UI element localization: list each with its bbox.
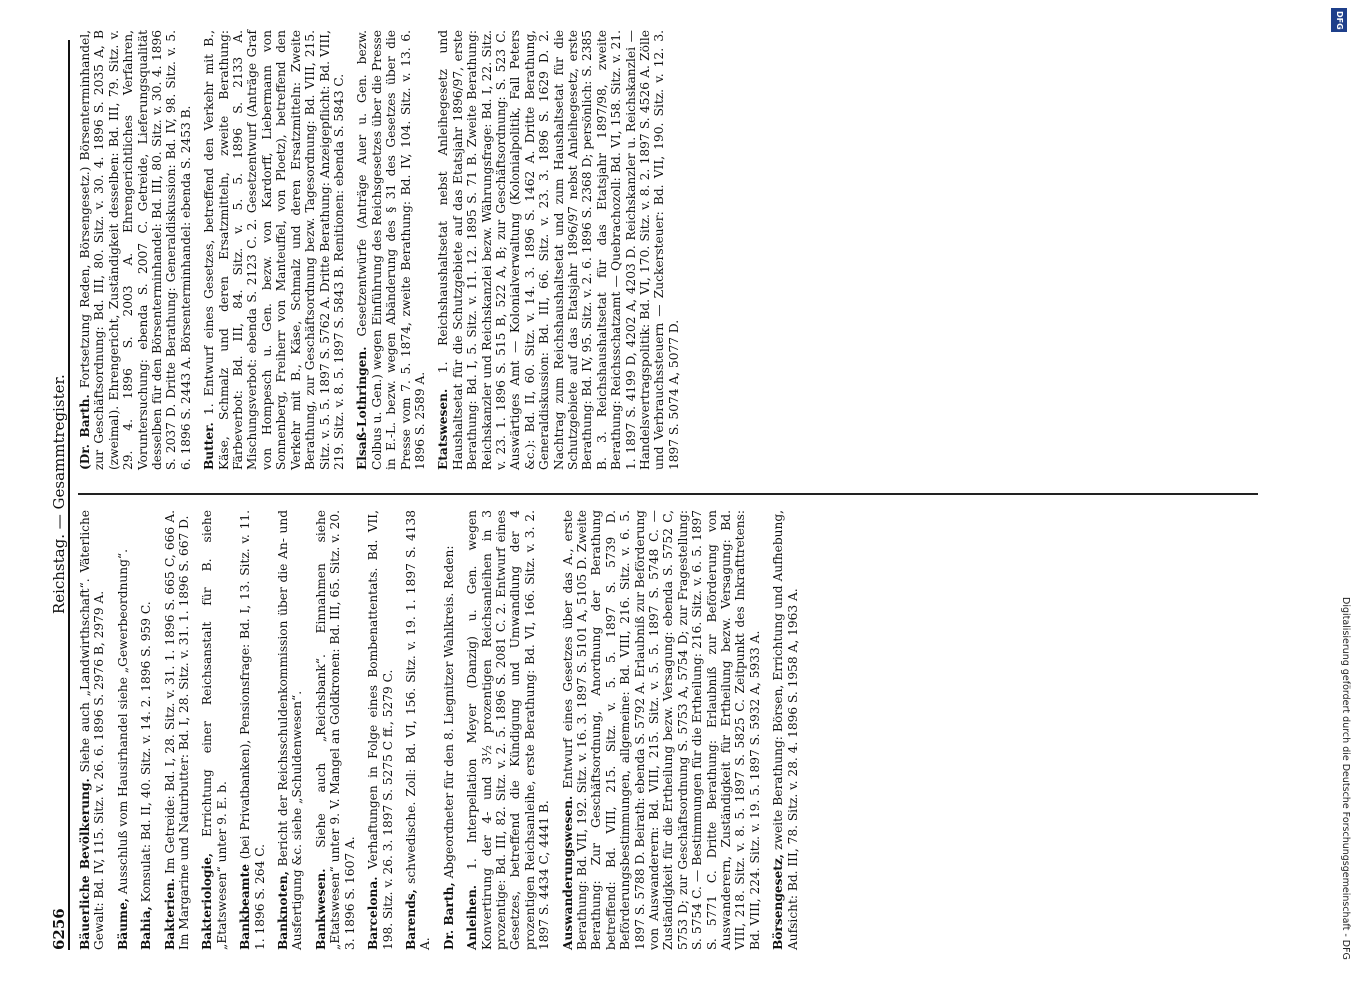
digitization-credit: Digitalisierung gefördert durch die Deutsche Forschungsgemeinschaft - DFG [1340, 597, 1351, 960]
register-entry [202, 30, 346, 470]
entry-keyword: Bäume, [115, 898, 130, 950]
register-entry [366, 510, 395, 950]
entry-keyword: Dr. Barth, [441, 882, 456, 950]
entry-keyword: Elsaß-Lothringen. [355, 346, 370, 470]
entry-text: Konsulat: Bd. II, 40. Sitz. v. 14. 2. 1896 S. 959 C. [139, 601, 154, 903]
right-column [78, 30, 690, 470]
entry-keyword: Börsengesetz, [771, 853, 786, 950]
entry-keyword: Etatswesen. [436, 388, 451, 470]
entry-keyword: Bakterien. [162, 878, 177, 950]
register-entry [771, 510, 800, 950]
entry-text: Im Getreide: Bd. I, 28. Sitz. v. 31. 1. 1896 S. 665 C, 666 A. Im Margarine und Naturbutter: Bd. I, 28. Sitz. v. 31. 1. 1896 S. 667 D. [162, 510, 192, 950]
entry-text: Entwurf eines Gesetzes über das A., erste Berathung: Bd. VII, 192. Sitz. v. 16. 3. 1897 S. 5101 A, 5105 D. Zweite Berathung: Zur Geschäftsordnung, Anordnung der Berathung betreffend: Bd. VIII, 215. Sitz. v. 5. 5. 1897 S. 5739 D. Beförderungsbestimmungen, allgemeine: Bd. VIII, 216. Sitz. v. 6. 5. 1897 S. 5788 D. Beirath: ebenda S. 5792 A. Erlaubniß zur Beförderung von Auswanderern: Bd. VIII, 215. Sitz. v. 5. 5. 1897 S. 5748 C. — Zuständigkeit für die Ertheilung bezw. Versagung: ebenda S. 5752 C, 5753 D; zur Geschäftsordnung S. 5753 A, 5754 D; zur Fragestellung: S. 5754 C. — Bestimmungen für die Ertheilung: 216. Sitz. v. 6. 5. 1897 S. 5771 C. Dritte Berathung: Erlaubniß zur Beförderung von Auswanderern, Zuständigkeit für Ertheilung bezw. Versagung: Bd. VIII, 218. Sitz. v. 8. 5. 1897 S. 5825 C. Zeitpunkt des Inkrafttretens: Bd. VIII, 224. Sitz. v. 19. 5. 1897 S. 5932 A, 5933 A. [560, 510, 762, 950]
register-entry [200, 510, 229, 950]
entry-text: Gesetzentwürfe (Anträge Auer u. Gen. bezw. Colbus u. Gen.) wegen Einführung des Reichsgesetzes über die Presse in E.-L. bezw. wegen Abänderung des § 31 des Gesetzes über die Presse vom 7. 5. 1874, zweite Berathung: Bd. IV, 104. Sitz. v. 13. 6. 1896 S. 2589 A. [355, 29, 427, 470]
page-header [40, 40, 70, 950]
entry-text: Siehe auch „Landwirthschaft“. Väterliche Gewalt: Bd. IV, 115. Sitz. v. 26. 6. 1896 S. 2976 B, 2979 A. [78, 509, 107, 950]
entry-text: Fortsetzung Reden, Börsengesetz.) Börsenterminhandel, zur Geschäftsordnung: Bd. III, 80. Sitz. v. 30. 4. 1896 S. 2035 A, B (zweimal). Ehrengericht, Zuständigkeit desselben: Bd. III, 79. Sitz. v. 29. 4. 1896 S. 2003 A. Ehrengerichtliches Verfahren, Voruntersuchung: ebenda S. 2007 C. Getreide, Lieferungsqualität desselben für den Börsenterminhandel: Bd. III, 80. Sitz. v. 30. 4. 1896 S. 2037 D. Dritte Berathung: Generaldiskussion: Bd. IV, 98. Sitz. v. 5. 6. 1896 S. 2443 A. Börsenterminhandel: ebenda S. 2453 B. [78, 30, 193, 470]
entry-keyword: Bahia, [139, 906, 154, 950]
entry-keyword: Bäuerliche Bevölkerung. [78, 778, 92, 950]
register-entry [314, 510, 357, 950]
register-entry [442, 510, 456, 950]
entry-text: Siehe auch „Reichsbank“. Einnahmen siehe „Etatswesen“ unter 9. V. Mangel an Goldkronen: Bd. III, 65. Sitz. v. 20. 3. 1896 S. 1607 A. [313, 509, 357, 950]
entry-text: schwedische. Zoll: Bd. VI, 156. Sitz. v. 19. 1. 1897 S. 4138 A. [403, 509, 433, 950]
entry-text: 1. Reichshaushaltsetat nebst Anleihegesetz und Haushaltsetat für die Schutzgebiete auf das Etatsjahr 1896/97, erste Berathung: Bd. I, 5. Sitz. v. 11. 12. 1895 S. 71 B. Zweite Berathung: Reichskanzler und Reichskanzlei bezw. Währungsfrage: Bd. I, 22. Sitz. v. 23. 1. 1896 S. 515 B, 522 A, B; zur Geschäftsordnung: S. 523 C. Auswärtiges Amt — Kolonialverwaltung (Kolonialpolitik, Fall Peters &c.): Bd. II, 60. Sitz. v. 14. 3. 1896 S. 1462 A. Dritte Berathung, Generaldiskussion: Bd. III, 66. Sitz. v. 23. 3. 1896 S. 1629 D. 2. Nachtrag zum Reichshaushaltsetat und zum Haushaltsetat für die Schutzgebiete auf das Etatsjahr 1896/97 nebst Anleihegesetz, erste Berathung: Bd. IV, 95. Sitz. v. 2. 6. 1896 S. 2368 D; persönlich: S. 2385 B. 3. Reichshaushaltsetat für das Etatsjahr 1897/98, zweite Berathung: Reichsschatzamt — Quebrachozoll: Bd. VI, 158. Sitz. v. 21. 1. 1897 S. 4199 D, 4202 A, 4203 D. Reichskanzler u. Reichskanzlei — Handelsvertragspolitik: Bd. VI, 170. Sitz. v. 8. 2. 1897 S. 4526 A. Zölle und Verbrauchssteuern — Zuckersteuer: Bd. VII, 190. Sitz. v. 12. 3. 1897 S. 5074 A, 5077 D. [436, 30, 681, 470]
entry-text: 1. Interpellation Meyer (Danzig) u. Gen. wegen Konvertirung der 4- und 3½ prozentigen Reichsanleihen in 3 prozentige: Bd. III, 82. Sitz. v. 2. 5. 1896 S. 2081 C. 2. Entwurf eines Gesetzes, betreffend die Kündigung und Umwandlung der 4 prozentigen Reichsanleihe, erste Berathung: Bd. VI, 166. Sitz. v. 3. 2. 1897 S. 4434 C, 4441 B. [465, 510, 552, 950]
entry-text: 1. Entwurf eines Gesetzes, betreffend den Verkehr mit B., Käse, Schmalz und deren Ersatzmitteln, zweite Berathung: Färbeverbot: Bd. III, 84. Sitz. v. 5. 5. 1896 S. 2133 A. Mischungsverbot: ebenda S. 2123 C. 2. Gesetzentwurf (Anträge Graf von Hompesch u. Gen. bezw. von Kardorff, Liebermann von Sonnenberg, Freiherr von Manteuffel, von Ploetz), betreffend den Verkehr mit B., Käse, Schmalz und deren Ersatzmitteln: Zweite Berathung, zur Geschäftsordnung bezw. Tagesordnung: Bd. VIII, 215. Sitz. v. 5. 5. 1897 S. 5762 A. Dritte Berathung: Anzeigepflicht: Bd. VIII, 219. Sitz. v. 8. 5. 1897 S. 5843 B. Renitionen: ebenda S. 5843 C. [202, 30, 346, 470]
entry-text: Errichtung einer Reichsanstalt für B. siehe „Etatswesen“ unter 9. E. b. [200, 510, 229, 950]
dfg-logo: DFG [1331, 8, 1347, 32]
entry-keyword: Anleihen. [465, 884, 480, 950]
register-entry [561, 510, 763, 950]
register-entry [355, 30, 427, 470]
register-entry [465, 510, 551, 950]
register-entry [436, 30, 681, 470]
register-entry [78, 510, 107, 950]
entry-keyword: Bankbeamte [238, 864, 253, 950]
register-entry [276, 510, 305, 950]
register-entry [116, 510, 130, 950]
entry-text: Verhaftungen in Folge eines Bombenattentats. Bd. VII, 198. Sitz. v. 26. 3. 1897 S. 5275 C ff., 5279 C. [366, 510, 395, 950]
left-column [78, 510, 809, 950]
entry-keyword: Butter. [202, 422, 217, 470]
entry-text: Ausschluß vom Hausirhandel siehe „Gewerbeordnung“. [115, 548, 130, 895]
register-entry [78, 30, 193, 470]
column-divider [78, 494, 1258, 496]
entry-keyword: Bankwesen. [313, 868, 328, 950]
entry-keyword: Banknoten, [276, 871, 291, 950]
entry-keyword: Barends, [403, 889, 418, 950]
entry-text: Bericht der Reichsschuldenkommission über die An- und Ausfertigung &c. siehe „Schuldenwesen“. [276, 510, 305, 950]
register-entry [139, 510, 153, 950]
running-title: Reichstag. — Gesammtregister. [50, 374, 68, 615]
entry-keyword: Auswanderungswesen. [560, 795, 575, 950]
entry-text: zweite Berathung: Börsen, Errichtung und Aufhebung, Aufsicht: Bd. III, 78. Sitz. v. 28. 4. 1896 S. 1958 A, 1963 A. [771, 510, 800, 950]
entry-keyword: (Dr. Barth. [78, 394, 92, 470]
page-number: 6256 [50, 908, 68, 950]
entry-text: (bei Privatbanken), Pensionsfrage: Bd. I, 13. Sitz. v. 11. 1. 1896 S. 264 C. [238, 510, 267, 950]
register-entry [404, 510, 433, 950]
entry-keyword: Barcelona. [366, 876, 381, 950]
entry-keyword: Bakteriologie, [200, 852, 215, 950]
register-entry [163, 510, 192, 950]
register-entry [238, 510, 267, 950]
entry-text: Abgeordneter für den 8. Liegnitzer Wahlkreis. Reden: [441, 545, 456, 879]
